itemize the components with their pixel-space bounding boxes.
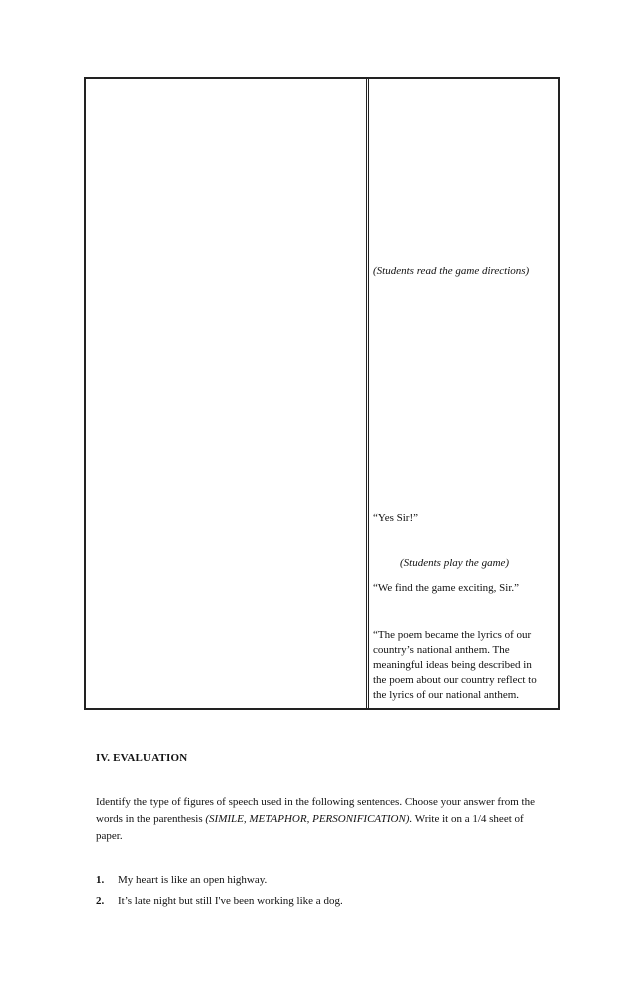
instructions-part1: Identify the type of figures of speech used in the following sentences. Choose your answer from the words in the parenthesis xyxy=(96,796,535,825)
item-text: It’s late night but still I've been working like a dog. xyxy=(118,894,343,907)
lesson-table xyxy=(84,77,560,710)
item-number: 2. xyxy=(96,894,105,907)
instructions-choices: (SIMILE, METAPHOR, PERSONIFICATION). xyxy=(205,813,413,825)
exciting-text: “We find the game exciting, Sir.” xyxy=(373,582,520,594)
evaluation-heading: IV. EVALUATION xyxy=(96,752,188,764)
item-number: 1. xyxy=(96,873,105,886)
instructions-part2: Write it on a 1/4 sheet of paper. xyxy=(96,813,524,842)
poem-answer-text xyxy=(373,628,537,703)
yes-sir-text: “Yes Sir!” xyxy=(373,512,419,524)
play-game-text: (Students play the game) xyxy=(400,557,510,569)
table-column-divider xyxy=(366,77,369,710)
poem-line: the poem about our country reflect to xyxy=(373,674,537,686)
poem-line: meaningful ideas being described in xyxy=(373,659,532,671)
directions-text: (Students read the game directions) xyxy=(373,265,530,277)
evaluation-instructions xyxy=(96,794,536,845)
item-text: My heart is like an open highway. xyxy=(118,873,268,886)
poem-line: “The poem became the lyrics of our xyxy=(373,629,532,641)
list-item xyxy=(96,869,343,890)
evaluation-items xyxy=(96,869,343,911)
poem-line: country’s national anthem. The xyxy=(373,644,510,656)
list-item xyxy=(96,890,343,911)
poem-line: the lyrics of our national anthem. xyxy=(373,689,520,701)
